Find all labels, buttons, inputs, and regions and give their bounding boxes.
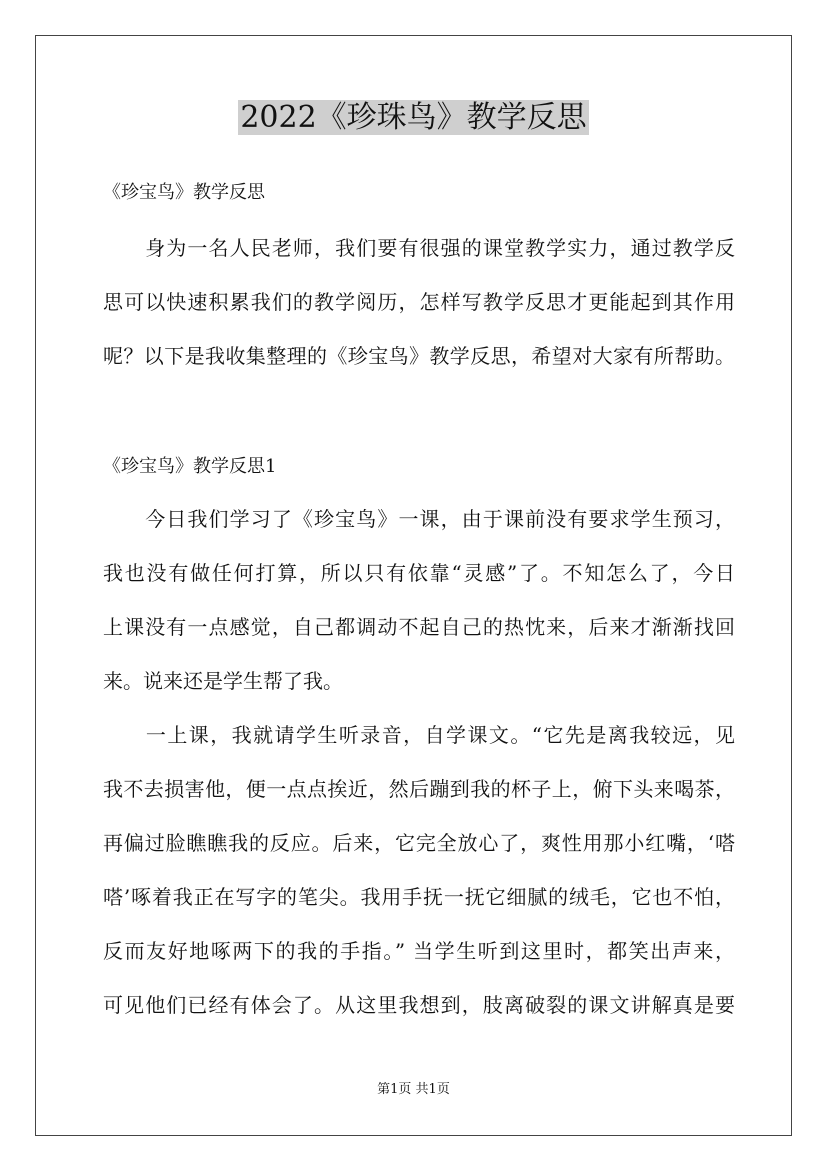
- document-title: 2022《珍珠鸟》教学反思: [240, 100, 587, 135]
- paragraph-line: 再偏过脸瞧瞧我的反应。后来，它完全放心了，爽性用那小红嘴，‘嗒: [103, 831, 735, 855]
- section-heading-1: 《珍宝鸟》教学反思1: [103, 456, 277, 477]
- paragraph-line: 思可以快速积累我们的教学阅历，怎样写教学反思才更能起到其作用: [103, 290, 735, 314]
- paragraph-line: 反而友好地啄两下的我的手指。” 当学生听到这里时，都笑出声来，: [103, 939, 735, 963]
- paragraph-line: 嗒’啄着我正在写字的笔尖。我用手抚一抚它细腻的绒毛，它也不怕，: [103, 885, 735, 909]
- paragraph-line: 我也没有做任何打算，所以只有依靠“灵感”了。不知怎么了，今日: [103, 561, 735, 585]
- paragraph-line: 呢？以下是我收集整理的《珍宝鸟》教学反思，希望对大家有所帮助。: [103, 344, 735, 368]
- section-heading-intro: 《珍宝鸟》教学反思: [103, 182, 265, 203]
- paragraph-line: 上课没有一点感觉，自己都调动不起自己的热忱来，后来才渐渐找回: [103, 615, 735, 639]
- paragraph-line: 来。说来还是学生帮了我。: [103, 669, 343, 693]
- paragraph-line: 可见他们已经有体会了。从这里我想到，肢离破裂的课文讲解真是要: [103, 993, 735, 1017]
- paragraph-line: 我不去损害他，便一点点挨近，然后蹦到我的杯子上，俯下头来喝茶，: [103, 777, 735, 801]
- paragraph-line: 一上课，我就请学生听录音，自学课文。“它先是离我较远，见: [103, 723, 735, 747]
- page-number-footer: 第1页 共1页: [377, 1082, 450, 1097]
- paragraph-line: 身为一名人民老师，我们要有很强的课堂教学实力，通过教学反: [103, 236, 735, 260]
- paragraph-line: 今日我们学习了《珍宝鸟》一课，由于课前没有要求学生预习，: [103, 507, 735, 531]
